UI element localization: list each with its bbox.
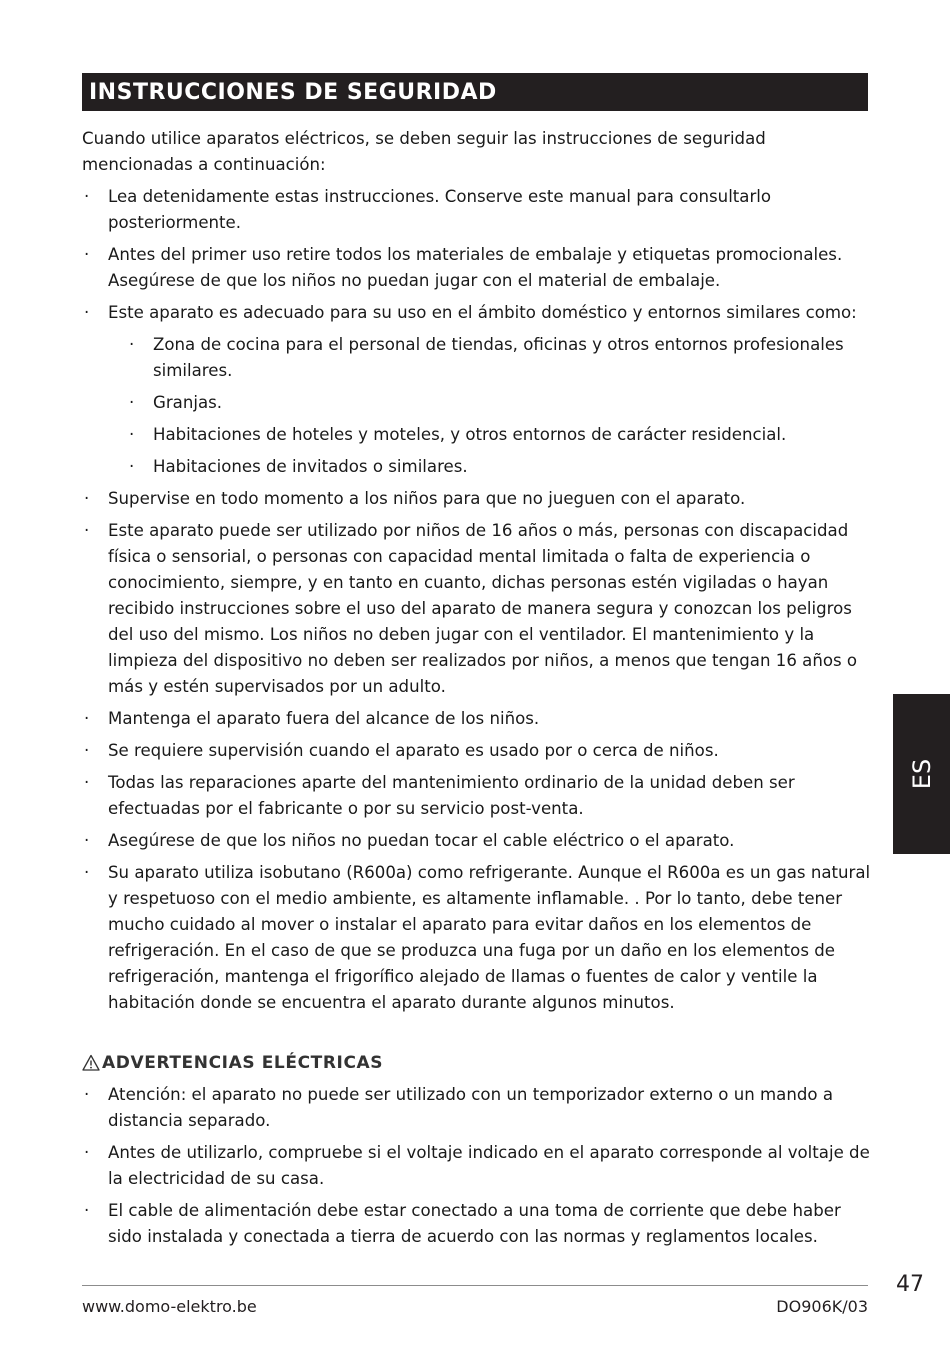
warning-triangle-icon — [82, 1054, 100, 1072]
electrical-warnings-heading — [82, 1050, 872, 1076]
sub-list-item: · Habitaciones de invitados o similares. — [108, 454, 872, 480]
list-item: · Este aparato puede ser utilizado por niños de 16 años o más, personas con discapacidad física o sensorial, o personas con capacidad mental limitada o falta de experiencia o conocimiento, siempre, y en tanto en cuanto, dichas personas estén vigiladas o hayan recibido instrucciones sobre el uso del aparato de manera segura y conozcan los peligros del uso del mismo. Los niños no deben jugar con el ventilador. El mantenimiento y la limpieza del dispositivo no deben ser realizados por niños, a menos que tengan 16 años o más y estén supervisados por un adulto. — [82, 518, 872, 700]
footer-model-code: DO906K/03 — [776, 1297, 868, 1316]
safety-list — [82, 184, 872, 1016]
footer-url: www.domo-elektro.be — [82, 1297, 257, 1316]
main-content — [82, 126, 872, 1256]
page-number: 47 — [896, 1272, 924, 1297]
list-item: · Su aparato utiliza isobutano (R600a) como refrigerante. Aunque el R600a es un gas natural y respetuoso con el medio ambiente, es altamente inflamable. . Por lo tanto, debe tener mucho cuidado al mover o instalar el aparato para evitar daños en los elementos de refrigeración. En el caso de que se produzca una fuga por un daño en los elementos de refrigeración, mantenga el frigorífico alejado de llamas o fuentes de calor y ventile la habitación donde se encuentra el aparato durante algunos minutos. — [82, 860, 872, 1016]
list-item: · Lea detenidamente estas instrucciones. Conserve este manual para consultarlo posteriormente. — [82, 184, 872, 236]
section-title: INSTRUCCIONES DE SEGURIDAD — [89, 80, 497, 105]
list-item-with-sublist — [82, 300, 872, 480]
language-tab — [893, 694, 950, 854]
sub-list-item: · Granjas. — [108, 390, 872, 416]
language-code: ES — [907, 758, 936, 790]
section-header-bar — [82, 73, 868, 111]
list-item: · Se requiere supervisión cuando el aparato es usado por o cerca de niños. — [82, 738, 872, 764]
list-item: · Atención: el aparato no puede ser utilizado con un temporizador externo o un mando a distancia separado. — [82, 1082, 872, 1134]
list-item: · Asegúrese de que los niños no puedan tocar el cable eléctrico o el aparato. — [82, 828, 872, 854]
list-item: · Supervise en todo momento a los niños para que no jueguen con el aparato. — [82, 486, 872, 512]
list-item: · El cable de alimentación debe estar conectado a una toma de corriente que debe haber sido instalada y conectada a tierra de acuerdo con las normas y reglamentos locales. — [82, 1198, 872, 1250]
intro-paragraph: Cuando utilice aparatos eléctricos, se deben seguir las instrucciones de seguridad mencionadas a continuación: — [82, 129, 766, 174]
electrical-warnings-title: ADVERTENCIAS ELÉCTRICAS — [102, 1053, 384, 1073]
sub-list — [108, 332, 872, 480]
list-item: · Mantenga el aparato fuera del alcance de los niños. — [82, 706, 872, 732]
list-item: · Antes de utilizarlo, compruebe si el voltaje indicado en el aparato corresponde al voltaje de la electricidad de su casa. — [82, 1140, 872, 1192]
sub-list-item: · Zona de cocina para el personal de tiendas, oficinas y otros entornos profesionales similares. — [108, 332, 872, 384]
list-item: · Antes del primer uso retire todos los materiales de embalaje y etiquetas promocionales. Asegúrese de que los niños no puedan jugar con el material de embalaje. — [82, 242, 872, 294]
footer-divider — [82, 1285, 868, 1286]
electrical-list — [82, 1082, 872, 1250]
sub-list-item: · Habitaciones de hoteles y moteles, y otros entornos de carácter residencial. — [108, 422, 872, 448]
list-item: · Todas las reparaciones aparte del mantenimiento ordinario de la unidad deben ser efectuadas por el fabricante o por su servicio post-venta. — [82, 770, 872, 822]
list-item-text: Este aparato es adecuado para su uso en el ámbito doméstico y entornos similares como: — [108, 303, 857, 322]
